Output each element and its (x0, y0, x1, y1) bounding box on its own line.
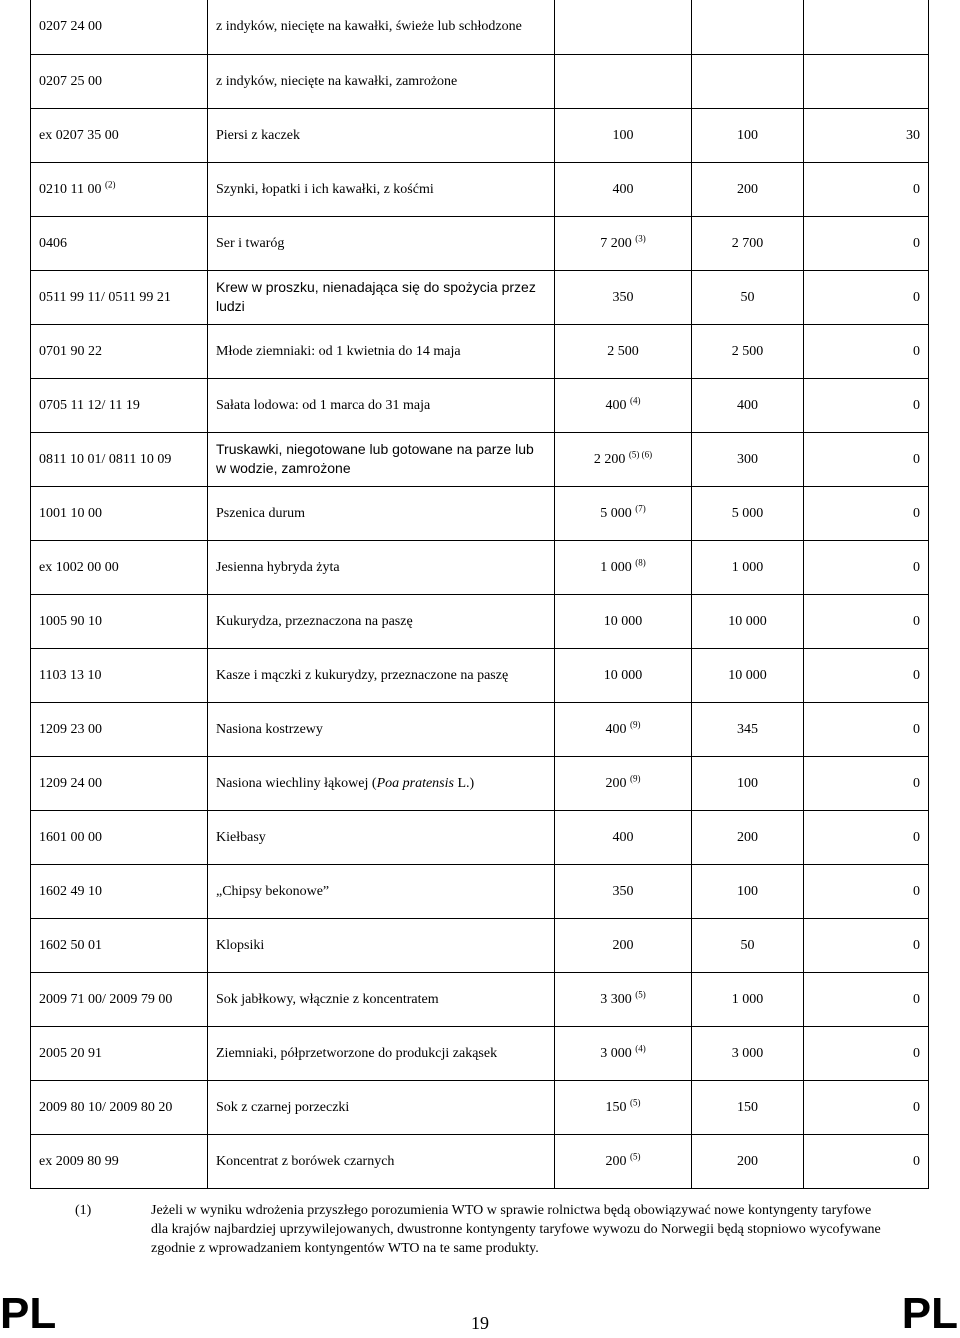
quota-value-cell (692, 54, 804, 108)
quota-value: 0 (913, 775, 920, 791)
quota-value-cell (804, 1080, 929, 1134)
table-row (31, 162, 929, 216)
quota-value-cell (555, 378, 692, 432)
quota-value-cell (692, 648, 804, 702)
quota-value: 50 (740, 289, 755, 305)
quota-value: 5 000 (600, 505, 632, 521)
cn-code: 2009 80 10/ 2009 80 20 (39, 1099, 173, 1115)
cn-code: 0406 (39, 235, 67, 251)
cn-code-cell (31, 486, 208, 540)
product-description-cell (208, 0, 555, 54)
table-row (31, 108, 929, 162)
table-row (31, 378, 929, 432)
footnote-ref: (5) (630, 1150, 641, 1161)
quota-value-cell (692, 1134, 804, 1188)
product-description: Krew w proszku, nienadająca się do spożycia przez ludzi (216, 279, 536, 314)
quota-value: 0 (913, 343, 920, 359)
quota-value-cell (804, 378, 929, 432)
product-description: Sok jabłkowy, włącznie z koncentratem (216, 991, 439, 1007)
quota-value-cell (692, 270, 804, 324)
quota-value-cell (692, 432, 804, 486)
quota-value-cell (692, 0, 804, 54)
quota-value: 10 000 (603, 613, 643, 629)
table-row (31, 918, 929, 972)
cn-code-cell (31, 864, 208, 918)
quota-value-cell (804, 540, 929, 594)
cn-code-cell (31, 702, 208, 756)
cn-code-cell (31, 54, 208, 108)
cn-code: 0811 10 01/ 0811 10 09 (39, 451, 172, 467)
cn-code: 1005 90 10 (39, 613, 102, 629)
product-description: Kukurydza, przeznaczona na paszę (216, 613, 413, 629)
quota-value: 400 (612, 829, 634, 845)
footnote-ref: (5) (630, 1096, 641, 1107)
quota-value-cell (804, 1026, 929, 1080)
quota-value-cell (555, 1080, 692, 1134)
product-description: Klopsiki (216, 937, 265, 953)
product-description-cell (208, 648, 555, 702)
table-row (31, 1080, 929, 1134)
quota-value-cell (804, 702, 929, 756)
quota-value-cell (692, 1026, 804, 1080)
cn-code-cell (31, 810, 208, 864)
quota-value-cell (555, 108, 692, 162)
quota-value: 400 (605, 721, 627, 737)
cn-code: 2009 71 00/ 2009 79 00 (39, 991, 173, 1007)
quota-value: 350 (612, 289, 634, 305)
quota-value-cell (804, 432, 929, 486)
footnote-ref: (3) (635, 232, 646, 243)
quota-value: 5 000 (731, 505, 764, 521)
quota-value: 200 (737, 1153, 758, 1169)
product-description: Truskawki, niegotowane lub gotowane na parze lub w wodzie, zamrożone (216, 441, 534, 476)
quota-value: 100 (737, 775, 758, 791)
product-description: Młode ziemniaki: od 1 kwietnia do 14 maja (216, 343, 461, 359)
quota-value: 0 (913, 937, 920, 953)
quota-value: 100 (737, 883, 758, 899)
quota-value-cell (692, 756, 804, 810)
cn-code: 0511 99 11/ 0511 99 21 (39, 289, 171, 305)
cn-code: 1601 00 00 (39, 829, 102, 845)
product-description: z indyków, niecięte na kawałki, zamrożone (216, 73, 458, 89)
quota-value-cell (555, 216, 692, 270)
product-description-cell (208, 324, 555, 378)
cn-code-cell (31, 756, 208, 810)
footnote-ref: (4) (630, 394, 641, 405)
quota-value: 150 (605, 1099, 627, 1115)
quota-value: 0 (913, 667, 920, 683)
quota-value: 50 (740, 937, 755, 953)
quota-value-cell (804, 108, 929, 162)
product-description: Sok z czarnej porzeczki (216, 1099, 350, 1115)
table-row (31, 540, 929, 594)
cn-code-cell (31, 1080, 208, 1134)
footnote-ref: (9) (630, 718, 641, 729)
quota-value-cell (692, 378, 804, 432)
quota-value: 100 (737, 127, 758, 143)
quota-value: 300 (737, 451, 758, 467)
cn-code-cell (31, 216, 208, 270)
table-row (31, 756, 929, 810)
quota-value: 2 200 (593, 451, 626, 467)
cn-code: 1602 49 10 (39, 883, 102, 899)
quota-value-cell (692, 162, 804, 216)
product-description-cell (208, 1134, 555, 1188)
quota-value: 0 (913, 181, 920, 197)
quota-value-cell (804, 864, 929, 918)
quota-value-cell (692, 918, 804, 972)
quota-value: 30 (906, 127, 920, 143)
quota-value-cell (555, 648, 692, 702)
footer-language-left: PL (0, 1289, 57, 1338)
quota-value: 0 (913, 451, 920, 467)
cn-code-cell (31, 324, 208, 378)
product-description: Pszenica durum (216, 505, 306, 521)
quota-value: 7 200 (600, 235, 632, 251)
cn-code: 1001 10 00 (39, 505, 102, 521)
quota-value-cell (555, 540, 692, 594)
quota-value: 200 (737, 181, 758, 197)
quota-value-cell (555, 270, 692, 324)
quota-value: 100 (612, 127, 634, 143)
table-row (31, 432, 929, 486)
cn-code: 0210 11 00 (39, 181, 102, 197)
quota-value: 10 000 (728, 667, 767, 683)
quota-value: 0 (913, 397, 920, 413)
quota-value: 200 (612, 937, 634, 953)
cn-code-cell (31, 378, 208, 432)
quota-value: 0 (913, 721, 920, 737)
footnote-ref: (5) (635, 988, 646, 999)
table-row (31, 594, 929, 648)
quota-value-cell (692, 864, 804, 918)
quota-value-cell (555, 162, 692, 216)
cn-code: 1602 50 01 (39, 937, 102, 953)
product-description-cell (208, 54, 555, 108)
cn-code-cell (31, 972, 208, 1026)
table-row (31, 1134, 929, 1188)
product-description-cell (208, 108, 555, 162)
quota-value-cell (692, 972, 804, 1026)
quota-value: 350 (612, 883, 634, 899)
quota-value: 400 (737, 397, 758, 413)
quota-value-cell (804, 810, 929, 864)
quota-value-cell (804, 972, 929, 1026)
tariff-quota-table (30, 0, 929, 1189)
product-description: Kasze i mączki z kukurydzy, przeznaczone na paszę (216, 667, 509, 683)
quota-value: 1 000 (600, 559, 632, 575)
cn-code: 1103 13 10 (39, 667, 102, 683)
table-row (31, 486, 929, 540)
quota-value-cell (555, 324, 692, 378)
quota-value-cell (692, 1080, 804, 1134)
quota-value-cell (555, 0, 692, 54)
quota-value: 0 (913, 235, 920, 251)
quota-value-cell (555, 864, 692, 918)
cn-code-cell (31, 1026, 208, 1080)
cn-code: ex 0207 35 00 (39, 127, 119, 143)
product-description-cell (208, 864, 555, 918)
cn-code-cell (31, 270, 208, 324)
product-description-cell (208, 432, 555, 486)
cn-code: 0701 90 22 (39, 343, 102, 359)
cn-code-cell (31, 0, 208, 54)
quota-value: 1 000 (731, 991, 764, 1007)
footnote-ref: (5) (6) (628, 448, 653, 459)
quota-value: 10 000 (728, 613, 767, 629)
quota-value-cell (804, 486, 929, 540)
product-description-suffix: L.) (453, 775, 475, 791)
cn-code: 1209 24 00 (39, 775, 102, 791)
quota-value-cell (692, 324, 804, 378)
table-row (31, 648, 929, 702)
quota-value-cell (555, 594, 692, 648)
footnote-mark: (1) (75, 1203, 92, 1218)
quota-value: 3 000 (600, 1045, 632, 1061)
product-description-cell (208, 162, 555, 216)
product-description-cell (208, 972, 555, 1026)
product-description: Nasiona kostrzewy (216, 721, 323, 737)
cn-code-cell (31, 540, 208, 594)
quota-value: 0 (913, 559, 920, 575)
cn-code-cell (31, 648, 208, 702)
footnote-ref: (9) (630, 772, 641, 783)
product-description: Jesienna hybryda żyta (216, 559, 340, 575)
quota-value-cell (804, 324, 929, 378)
cn-code-cell (31, 918, 208, 972)
table-row (31, 324, 929, 378)
quota-value: 200 (605, 775, 627, 791)
product-description: z indyków, niecięte na kawałki, świeże lub schłodzone (216, 19, 522, 35)
quota-value: 0 (913, 289, 920, 305)
quota-value-cell (692, 216, 804, 270)
quota-value: 0 (913, 613, 920, 629)
quota-value: 400 (612, 181, 634, 197)
product-description: Sałata lodowa: od 1 marca do 31 maja (216, 397, 431, 413)
quota-value-cell (692, 108, 804, 162)
quota-value: 3 300 (600, 991, 632, 1007)
footnote-ref: (7) (635, 502, 646, 513)
footnote-ref: (2) (104, 178, 116, 189)
quota-value-cell (555, 486, 692, 540)
cn-code-cell (31, 432, 208, 486)
footnote-text: Jeżeli w wyniku wdrożenia przyszłego porozumienia WTO w sprawie rolnictwa będą obowiązywać nowe kontyngenty taryfowe dla krajów najbardziej uprzywilejowanych, dwustronne kontyngenty taryfowe wywozu do Norwegii będą stopniowo wycofywane zgodnie z wprowadzaniem kontyngentów WTO na te same produkty. (151, 1203, 881, 1256)
quota-value-cell (555, 810, 692, 864)
quota-value-cell (555, 1134, 692, 1188)
quota-value: 0 (913, 1099, 920, 1115)
product-description-cell (208, 270, 555, 324)
quota-value: 2 500 (731, 343, 764, 359)
product-description-cell (208, 1026, 555, 1080)
cn-code-cell (31, 108, 208, 162)
quota-value: 0 (913, 829, 920, 845)
table-row (31, 864, 929, 918)
product-description: Nasiona wiechliny łąkowej ( (216, 775, 377, 791)
quota-value-cell (804, 918, 929, 972)
footnote-ref: (4) (635, 1042, 646, 1053)
table-row (31, 1026, 929, 1080)
quota-value-cell (555, 972, 692, 1026)
product-description-cell (208, 810, 555, 864)
product-description-cell (208, 486, 555, 540)
quota-value-cell (555, 432, 692, 486)
quota-value: 0 (913, 1045, 920, 1061)
quota-value: 0 (913, 991, 920, 1007)
product-description-cell (208, 594, 555, 648)
quota-value-cell (692, 594, 804, 648)
table-row (31, 270, 929, 324)
quota-value-cell (804, 648, 929, 702)
quota-value-cell (692, 702, 804, 756)
quota-value-cell (804, 162, 929, 216)
product-description: Ser i twaróg (216, 235, 285, 251)
quota-value: 0 (913, 1153, 920, 1169)
quota-value-cell (804, 0, 929, 54)
table-row (31, 0, 929, 54)
product-description-cell (208, 756, 555, 810)
cn-code-cell (31, 162, 208, 216)
cn-code: ex 2009 80 99 (39, 1153, 119, 1169)
page-number: 19 (471, 1313, 489, 1333)
cn-code-cell (31, 1134, 208, 1188)
cn-code: 2005 20 91 (39, 1045, 102, 1061)
cn-code: 0705 11 12/ 11 19 (39, 397, 140, 413)
product-description: Piersi z kaczek (216, 127, 300, 143)
table-row (31, 216, 929, 270)
table-row (31, 972, 929, 1026)
cn-code: 0207 24 00 (39, 19, 102, 35)
product-description: Kiełbasy (216, 829, 266, 845)
quota-value: 0 (913, 505, 920, 521)
quota-value: 0 (913, 883, 920, 899)
quota-value: 2 500 (607, 343, 639, 359)
product-description: „Chipsy bekonowe” (216, 883, 330, 899)
quota-value-cell (555, 756, 692, 810)
product-description-cell (208, 540, 555, 594)
quota-value-cell (804, 270, 929, 324)
quota-value: 10 000 (603, 667, 643, 683)
table-row (31, 810, 929, 864)
quota-value: 1 000 (731, 559, 764, 575)
quota-value: 345 (737, 721, 758, 737)
quota-value-cell (804, 216, 929, 270)
quota-value-cell (555, 702, 692, 756)
quota-value-cell (804, 1134, 929, 1188)
quota-value: 150 (737, 1099, 758, 1115)
product-description-cell (208, 1080, 555, 1134)
cn-code-cell (31, 594, 208, 648)
quota-value: 3 000 (731, 1045, 764, 1061)
product-description: Ziemniaki, półprzetworzone do produkcji zakąsek (216, 1045, 498, 1061)
table-row (31, 702, 929, 756)
quota-value-cell (555, 918, 692, 972)
cn-code: ex 1002 00 00 (39, 559, 119, 575)
quota-value: 2 700 (731, 235, 764, 251)
cn-code: 0207 25 00 (39, 73, 102, 89)
product-description-cell (208, 918, 555, 972)
quota-value-cell (692, 810, 804, 864)
quota-value-cell (692, 486, 804, 540)
quota-value-cell (555, 54, 692, 108)
quota-value-cell (804, 54, 929, 108)
quota-value: 400 (605, 397, 627, 413)
latin-name: Poa pratensis (376, 775, 454, 791)
table-row (31, 54, 929, 108)
product-description-cell (208, 216, 555, 270)
cn-code: 1209 23 00 (39, 721, 102, 737)
quota-value-cell (692, 540, 804, 594)
product-description-cell (208, 378, 555, 432)
quota-value-cell (555, 1026, 692, 1080)
product-description: Koncentrat z borówek czarnych (216, 1153, 395, 1169)
product-description-cell (208, 702, 555, 756)
quota-value: 200 (605, 1153, 627, 1169)
product-description: Szynki, łopatki i ich kawałki, z kośćmi (216, 181, 434, 197)
footer-language-right: PL (901, 1289, 958, 1338)
quota-value: 200 (737, 829, 758, 845)
quota-value-cell (804, 756, 929, 810)
quota-value-cell (804, 594, 929, 648)
footnote-ref: (8) (635, 556, 646, 567)
